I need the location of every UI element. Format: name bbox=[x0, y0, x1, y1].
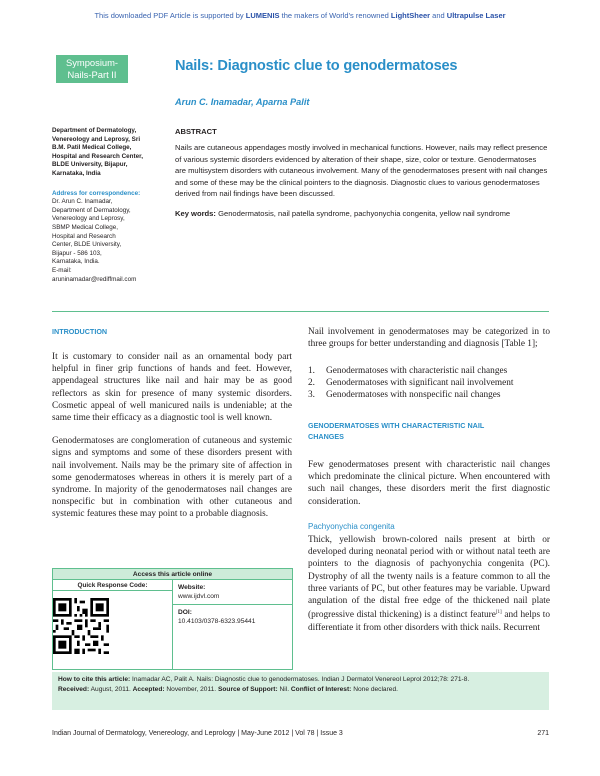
characteristic-changes-text: Few genodermatoses present with characteristic nail changes which predominate the clinical picture. When encountered with such nail changes, these disorders merit the first diagnostic consideration. bbox=[308, 460, 550, 507]
abstract-heading: ABSTRACT bbox=[175, 127, 217, 136]
qr-code-icon[interactable] bbox=[53, 598, 109, 654]
intro-paragraph-2: Genodermatoses are conglomeration of cutaneous and systemic signs and symptoms and some of these disorders present with nail involvement. Nails may be the primary site of affection in some genodermatoses whereas in others it is merely part of a syndrome. In majority of the genodermatoses nail changes are nonspecific but in combination with other cutaneous and systemic features these may point to a probable diagnosis. bbox=[52, 436, 292, 520]
page-number: 271 bbox=[537, 730, 549, 737]
qr-label: Quick Response Code: bbox=[53, 580, 172, 591]
right-paragraph-1 bbox=[308, 326, 550, 361]
pachyonychia-body bbox=[308, 534, 550, 645]
how-to-cite bbox=[58, 675, 543, 685]
category-list bbox=[308, 365, 550, 402]
correspondence-line: Venereology and Leprosy, bbox=[52, 215, 125, 223]
accepted-date: November, 2011. bbox=[166, 686, 217, 694]
correspondence bbox=[52, 190, 164, 285]
doi-link[interactable]: 10.4103/0378-6323.95441 bbox=[178, 618, 256, 625]
affiliation-line: Hospital and Research Center, bbox=[52, 152, 143, 160]
correspondence-line: Bijapur - 586 103, bbox=[52, 249, 102, 257]
access-info bbox=[173, 580, 292, 669]
pachyonychia-text-part-2: and helps to differentiate it from other disorders with thick nails. Recurrent bbox=[308, 610, 550, 633]
banner-product-1: LightSheer bbox=[390, 11, 431, 20]
keywords-label: Key words: bbox=[175, 208, 216, 218]
right-paragraph-2 bbox=[308, 459, 550, 519]
access-header: Access this article online bbox=[53, 569, 292, 580]
list-text: Genodermatoses with characteristic nail changes bbox=[326, 366, 508, 376]
doi-cell bbox=[173, 604, 292, 629]
list-item bbox=[308, 389, 550, 401]
doi-label: DOI: bbox=[178, 609, 192, 616]
citation-box bbox=[52, 672, 549, 710]
banner-product-2: Ultrapulse Laser bbox=[446, 11, 506, 20]
conflict-label: Conflict of Interest: bbox=[290, 686, 352, 694]
support-value: Nil. bbox=[279, 686, 290, 694]
correspondence-line: Karnataka, India. bbox=[52, 258, 100, 266]
correspondence-heading: Address for correspondence: bbox=[52, 189, 141, 197]
abstract-section bbox=[175, 127, 549, 220]
banner-brand: LUMENIS bbox=[245, 11, 280, 20]
access-article-box bbox=[52, 568, 293, 670]
correspondence-line: SBMP Medical College, bbox=[52, 223, 119, 231]
correspondence-line: E-mail: bbox=[52, 266, 72, 274]
heading-line-2: CHANGES bbox=[308, 432, 344, 441]
correspondence-line: Department of Dermatology, bbox=[52, 206, 131, 214]
correspondence-line: Center, BLDE University, bbox=[52, 241, 122, 249]
qr-column bbox=[53, 580, 173, 669]
keywords-text: Genodermatosis, nail patella syndrome, pachyonychia congenita, yellow nail syndrome bbox=[218, 208, 511, 218]
article-history bbox=[58, 685, 543, 695]
symposium-badge bbox=[56, 55, 128, 83]
banner-and: and bbox=[432, 11, 445, 20]
banner-middle: the makers of World's renowned bbox=[281, 11, 389, 20]
categories-intro: Nail involvement in genodermatoses may be categorized in to three groups for better understanding and diagnosis [Table 1]; bbox=[308, 327, 550, 350]
website-link[interactable]: www.ijdvl.com bbox=[178, 593, 220, 600]
article-authors: Arun C. Inamadar, Aparna Palit bbox=[175, 97, 310, 107]
received-label: Received: bbox=[58, 686, 90, 694]
list-item bbox=[308, 377, 550, 389]
website-label: Website: bbox=[178, 584, 206, 591]
correspondence-line: Dr. Arun C. Inamadar, bbox=[52, 198, 113, 206]
affiliation-column bbox=[52, 127, 164, 284]
list-number: 2. bbox=[308, 378, 315, 389]
intro-body bbox=[52, 351, 292, 532]
article-title: Nails: Diagnostic clue to genodermatoses bbox=[175, 58, 458, 74]
accepted-label: Accepted: bbox=[132, 686, 165, 694]
banner-prefix: This downloaded PDF Article is supported by bbox=[94, 11, 244, 20]
support-label: Source of Support: bbox=[217, 686, 278, 694]
citation-ref[interactable]: [1] bbox=[495, 610, 502, 616]
pachyonychia-text bbox=[308, 534, 550, 634]
affiliation-line: Department of Dermatology, bbox=[52, 127, 137, 134]
conflict-value: None declared. bbox=[353, 686, 398, 694]
intro-paragraph-1: It is customary to consider nail as an ornamental body part helpful in finer grip functions of hands and feet. However, appendageal structures like nail and hair may be as good reflectors as skin for presence of many systemic disorders. Cosmetic appeal of well manicured nails is undeniable; at the same time their efficacy as a diagnostic tool is well known. bbox=[52, 352, 292, 424]
received-date: August, 2011. bbox=[90, 686, 131, 694]
pachyonychia-subheading: Pachyonychia congenita bbox=[308, 522, 395, 531]
correspondence-line: Hospital and Research bbox=[52, 232, 116, 240]
intro-heading: INTRODUCTION bbox=[52, 327, 108, 336]
affiliation-line: Karnataka, India bbox=[52, 169, 101, 177]
characteristic-changes-heading bbox=[308, 420, 484, 442]
affiliation bbox=[52, 127, 164, 179]
affiliation-line: B.M. Patil Medical College, bbox=[52, 144, 132, 152]
badge-line-1: Symposium- bbox=[65, 57, 119, 68]
section-divider bbox=[52, 311, 549, 312]
heading-line-1: GENODERMATOSES WITH CHARACTERISTIC NAIL bbox=[308, 421, 485, 430]
journal-info: Indian Journal of Dermatology, Venereology, and Leprology | May-June 2012 | Vol 78 | Issue 3 bbox=[52, 730, 343, 737]
list-text: Genodermatoses with nonspecific nail changes bbox=[326, 390, 501, 401]
affiliation-line: Venereology and Leprosy, Sri bbox=[52, 135, 141, 143]
affiliation-line: BLDE University, Bijapur, bbox=[52, 161, 128, 169]
cite-label: How to cite this article: bbox=[58, 676, 131, 683]
top-banner bbox=[0, 11, 600, 20]
list-text: Genodermatoses with significant nail involvement bbox=[326, 378, 514, 389]
badge-line-2: Nails-Part II bbox=[67, 69, 117, 80]
cite-text: Inamadar AC, Palit A. Nails: Diagnostic clue to genodermatoses. Indian J Dermatol Venereol Leprol 2012;78: 271-8. bbox=[132, 676, 470, 683]
keywords bbox=[175, 208, 549, 220]
pachyonychia-text-part-1: Thick, yellowish brown-colored nails present at birth or developed during neonatal period with or without natal teeth are pointers to the diagnosis of pachyonychia congenita (PC). Dystrophy of all the twenty nails is a feature common to all the three variants of PC, but other features may be variable. Upward angulation of the distal free edge of the thickened nail plate (progressive distal thickening) is a distinct feature bbox=[308, 535, 550, 621]
list-item bbox=[308, 365, 550, 377]
list-number: 1. bbox=[308, 366, 315, 376]
correspondence-email[interactable]: aruninamadar@rediffmail.com bbox=[52, 275, 137, 283]
website-cell bbox=[173, 580, 292, 604]
page-footer bbox=[52, 730, 549, 737]
abstract-text: Nails are cutaneous appendages mostly involved in mechanical functions. However, nails may reflect presence of various systemic disorders evidenced by alteration of their shape, size, color or texture. Genodermatoses are multisystem disorders with cutaneous involvement. Many of the genodermatoses present with nail changes and some of these may be the clinical pointers to the diagnosis. Diagnostic clues to various genodermatoses derived from nail findings have been discussed. bbox=[175, 143, 548, 199]
list-number: 3. bbox=[308, 390, 315, 401]
